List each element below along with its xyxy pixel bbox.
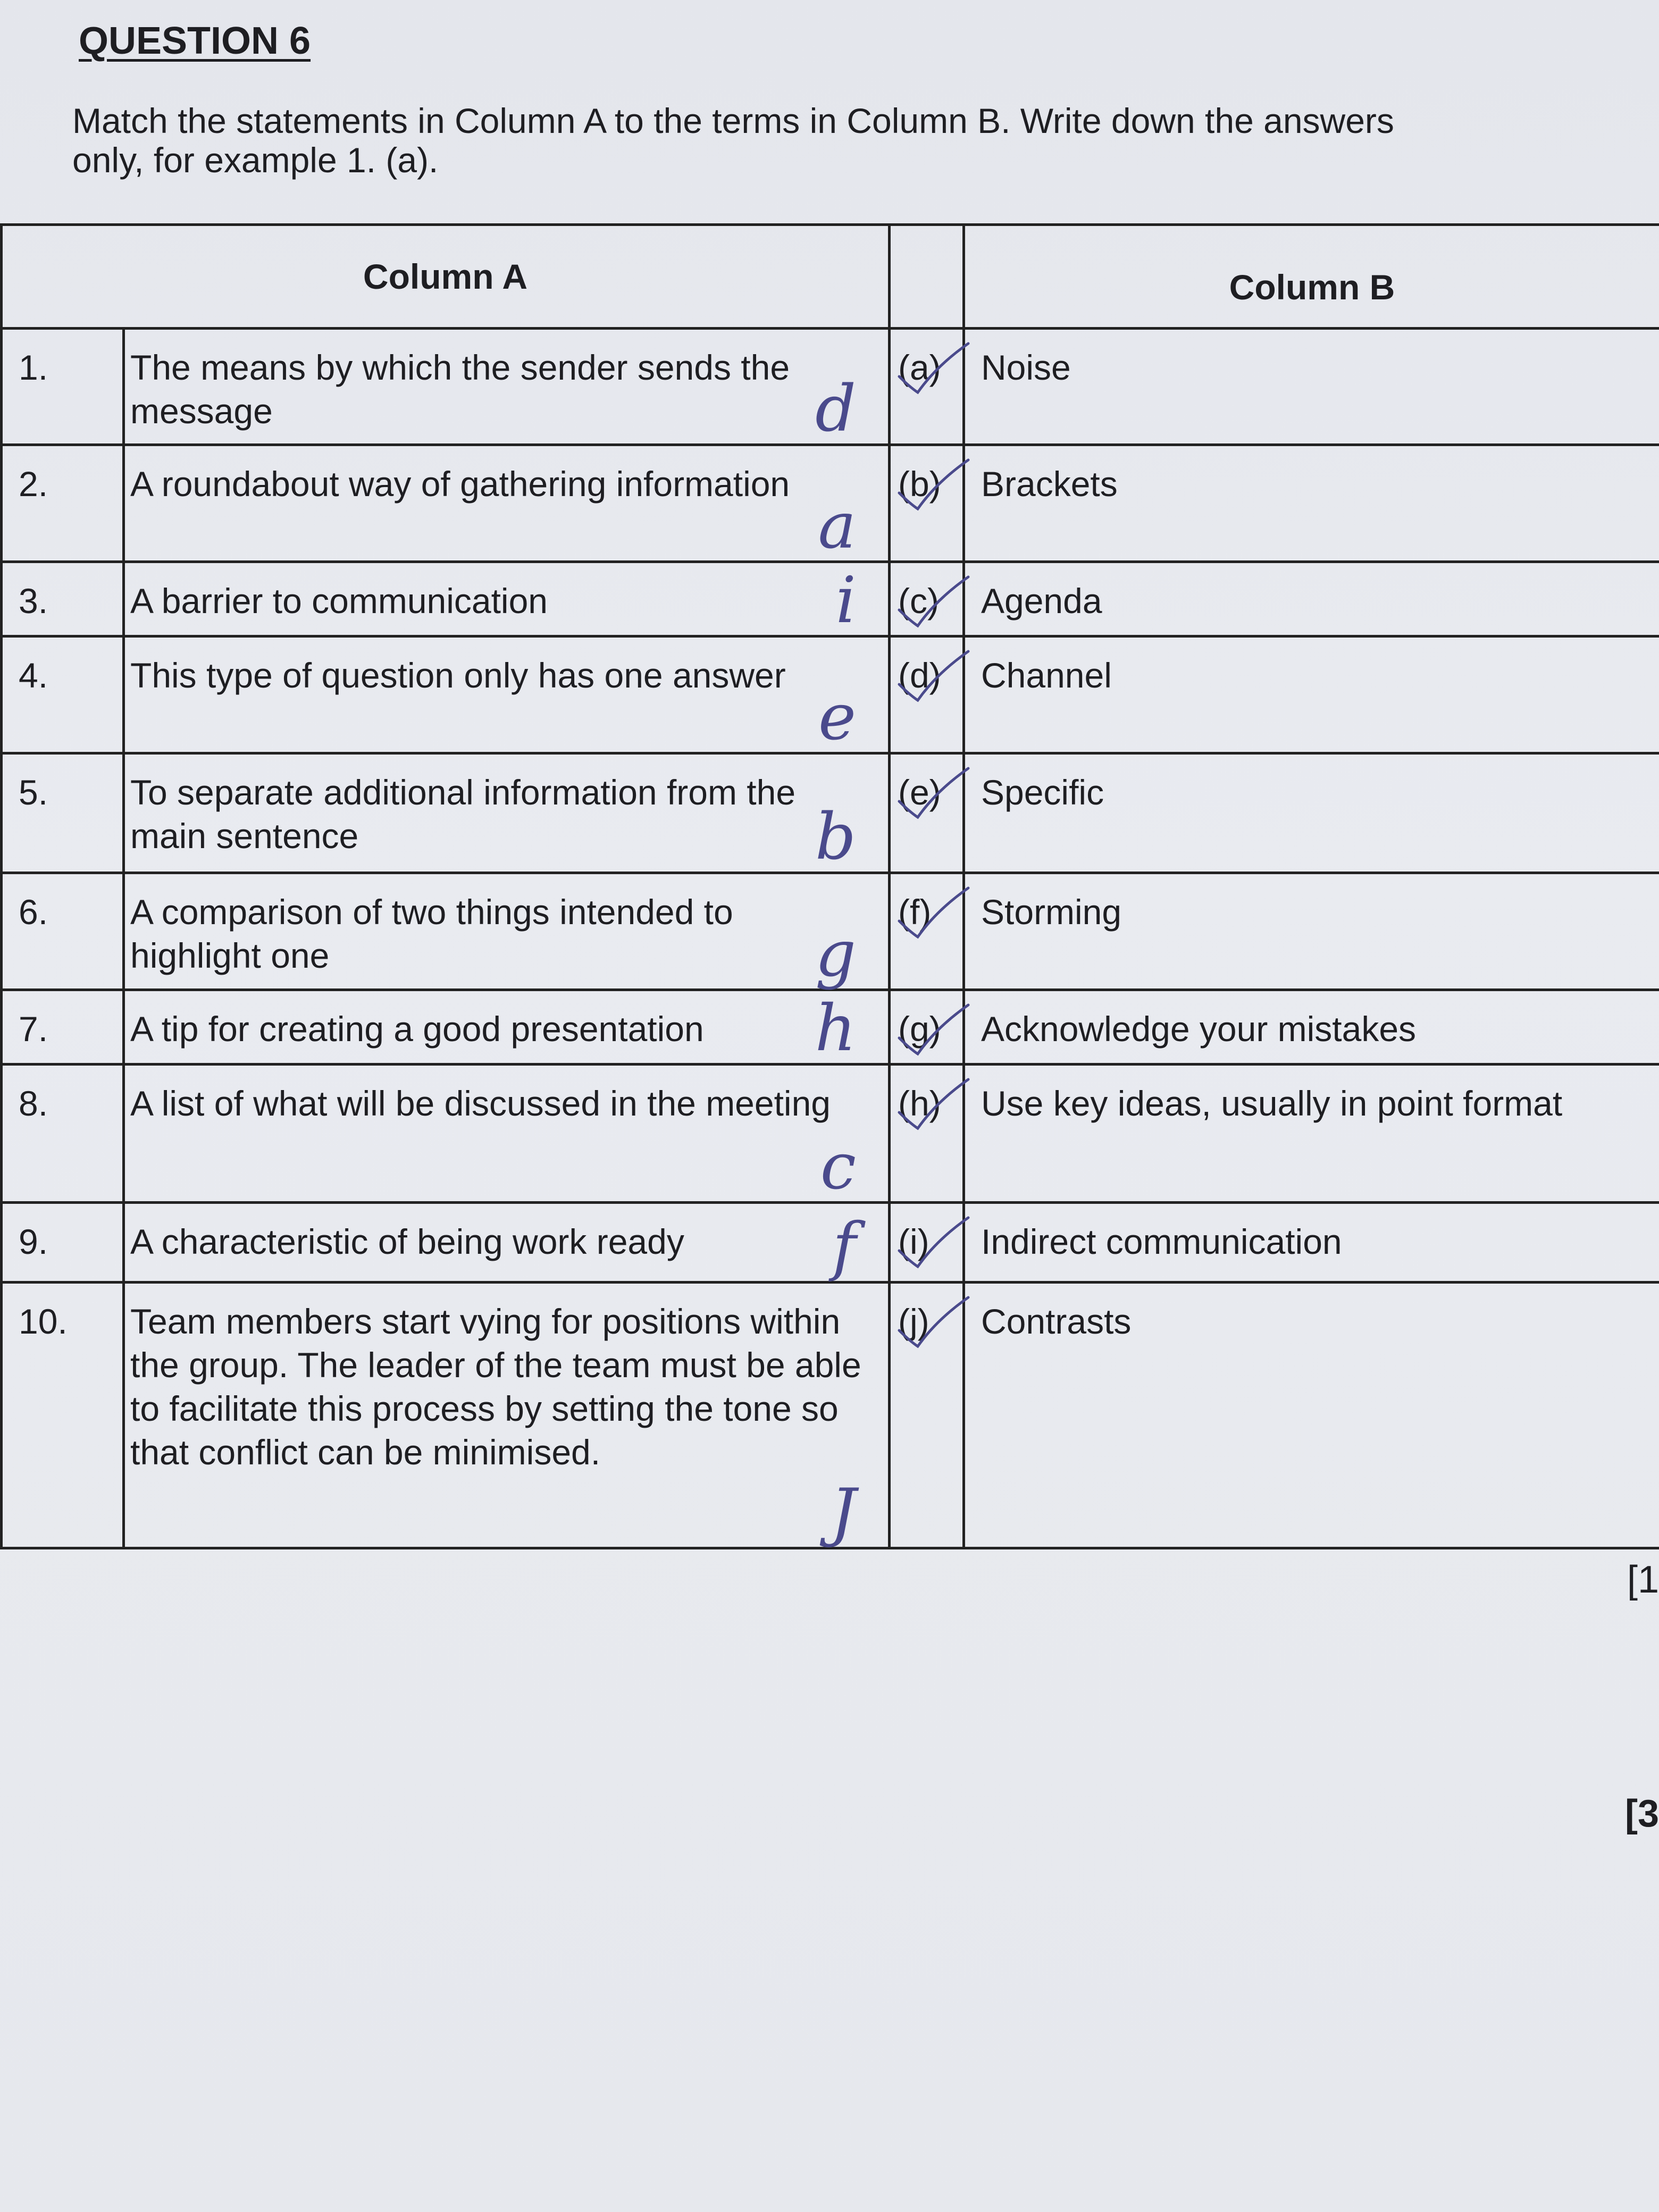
term-text: Channel	[964, 636, 1659, 753]
term-letter	[890, 873, 964, 990]
term-letter	[890, 1065, 964, 1203]
tick-mark-icon	[894, 884, 974, 942]
term-letter	[890, 990, 964, 1065]
table-row	[2, 636, 1659, 753]
term-text: Indirect communication	[964, 1203, 1659, 1283]
term-letter-label: (d)	[898, 656, 941, 695]
statement-text	[124, 990, 890, 1065]
statement-text	[124, 329, 890, 445]
term-letter	[890, 636, 964, 753]
tick-mark-icon	[894, 1001, 974, 1059]
term-letter	[890, 445, 964, 562]
tick-mark-icon	[894, 1293, 974, 1352]
table-row	[2, 873, 1659, 990]
table-row	[2, 1065, 1659, 1203]
table-row	[2, 329, 1659, 445]
table-row	[2, 562, 1659, 636]
statement-text	[124, 636, 890, 753]
statement-number: 3.	[2, 562, 124, 636]
tick-mark-icon	[894, 1075, 974, 1134]
term-text: Storming	[964, 873, 1659, 990]
statement-number: 5.	[2, 753, 124, 873]
handwritten-answer: c	[820, 1130, 856, 1204]
statement-text	[124, 1203, 890, 1283]
statement-text	[124, 445, 890, 562]
statement-number: 10.	[2, 1283, 124, 1548]
statement-label: A roundabout way of gathering information	[130, 464, 790, 504]
term-letter	[890, 329, 964, 445]
statement-text	[124, 753, 890, 873]
handwritten-answer: b	[815, 800, 856, 874]
term-letter	[890, 753, 964, 873]
letter-header	[890, 225, 964, 329]
statement-label: The means by which the sender sends the message	[130, 348, 790, 431]
column-a-header: Column A	[2, 225, 890, 329]
handwritten-answer: i	[835, 564, 856, 638]
statement-number: 1.	[2, 329, 124, 445]
handwritten-answer: h	[815, 992, 856, 1066]
term-letter-label: (h)	[898, 1084, 941, 1123]
tick-mark-icon	[894, 647, 974, 706]
tick-mark-icon	[894, 339, 974, 398]
question-marks: [1	[1627, 1559, 1659, 1601]
term-letter-label: (c)	[898, 581, 939, 621]
term-letter-label: (a)	[898, 348, 941, 387]
table-row	[2, 1283, 1659, 1548]
term-letter-label: (i)	[898, 1222, 929, 1261]
table-row	[2, 445, 1659, 562]
term-text: Contrasts	[964, 1283, 1659, 1548]
tick-mark-icon	[894, 1213, 974, 1272]
tick-mark-icon	[894, 456, 974, 514]
term-text: Specific	[964, 753, 1659, 873]
term-letter	[890, 1203, 964, 1283]
statement-text	[124, 562, 890, 636]
instructions: Match the statements in Column A to the terms in Column B. Write down the answers only, for example 1. (a).	[72, 101, 1394, 180]
question-title: QUESTION 6	[79, 20, 311, 62]
handwritten-answer: d	[815, 372, 856, 446]
handwritten-answer: g	[815, 917, 856, 991]
handwritten-answer: e	[818, 681, 856, 755]
table-row	[2, 1203, 1659, 1283]
table-body	[2, 329, 1659, 1548]
tick-mark-icon	[894, 573, 974, 631]
statement-number: 4.	[2, 636, 124, 753]
term-letter-label: (f)	[898, 892, 932, 932]
tick-mark-icon	[894, 764, 974, 823]
statement-label: A tip for creating a good presentation	[130, 1009, 704, 1049]
table-row	[2, 990, 1659, 1065]
statement-number: 8.	[2, 1065, 124, 1203]
term-letter-label: (j)	[898, 1302, 929, 1341]
term-text: Noise	[964, 329, 1659, 445]
statement-label: To separate additional information from the main sentence	[130, 773, 796, 856]
term-letter-label: (g)	[898, 1009, 941, 1049]
term-letter-label: (e)	[898, 773, 941, 812]
term-text: Brackets	[964, 445, 1659, 562]
statement-text	[124, 1283, 890, 1548]
statement-number: 2.	[2, 445, 124, 562]
statement-number: 9.	[2, 1203, 124, 1283]
handwritten-answer: f	[832, 1210, 856, 1284]
term-text: Agenda	[964, 562, 1659, 636]
term-text: Acknowledge your mistakes	[964, 990, 1659, 1065]
column-b-header: Column B	[964, 225, 1659, 329]
statement-label: A barrier to communication	[130, 581, 548, 621]
handwritten-answer: J	[830, 1476, 856, 1549]
statement-label: Team members start vying for positions within the group. The leader of the team must be able to facilitate this process by setting the tone so that conflict can be minimised.	[130, 1302, 861, 1472]
term-text: Use key ideas, usually in point format	[964, 1065, 1659, 1203]
term-letter	[890, 562, 964, 636]
statement-label: A characteristic of being work ready	[130, 1222, 684, 1261]
statement-label: This type of question only has one answer	[130, 656, 786, 695]
total-marks: [3	[1624, 1792, 1659, 1835]
statement-number: 7.	[2, 990, 124, 1065]
handwritten-answer: a	[818, 489, 856, 563]
table-row	[2, 753, 1659, 873]
term-letter	[890, 1283, 964, 1548]
statement-number: 6.	[2, 873, 124, 990]
statement-text	[124, 873, 890, 990]
matching-table	[0, 223, 1659, 1549]
statement-label: A list of what will be discussed in the meeting	[130, 1084, 831, 1123]
table-header-row	[2, 225, 1659, 329]
statement-text	[124, 1065, 890, 1203]
term-letter-label: (b)	[898, 464, 941, 504]
statement-label: A comparison of two things intended to highlight one	[130, 892, 733, 975]
